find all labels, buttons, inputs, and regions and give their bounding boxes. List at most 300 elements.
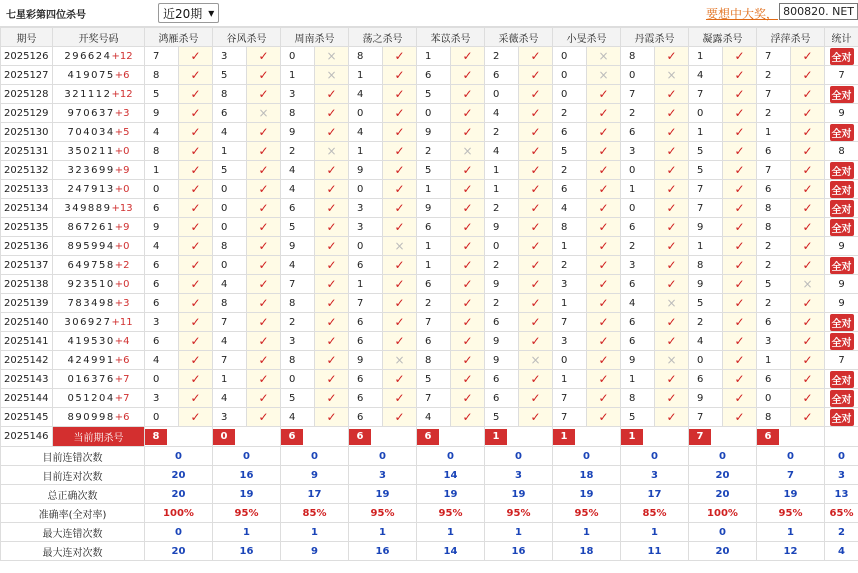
check-icon: ✓	[530, 410, 541, 424]
check-icon: ✓	[530, 163, 541, 177]
draw-digits: 424991	[67, 354, 115, 366]
result-cell	[247, 66, 281, 85]
check-icon: ✓	[462, 239, 473, 253]
summary-value: 3	[485, 466, 553, 485]
result-cell	[723, 256, 757, 275]
result-cell	[451, 123, 485, 142]
kill-number: 5	[417, 85, 451, 104]
result-cell	[519, 313, 553, 332]
draw-digits: 783498	[67, 297, 115, 309]
summary-value: 85%	[281, 504, 349, 523]
kill-number: 1	[757, 351, 791, 370]
row-stat-cell	[825, 237, 858, 256]
issue-cell: 2025136	[1, 237, 53, 256]
check-icon: ✓	[326, 372, 337, 386]
draw-digits: 321112	[64, 88, 112, 100]
result-cell	[655, 161, 689, 180]
kill-number: 5	[689, 161, 723, 180]
result-cell	[247, 370, 281, 389]
check-icon: ✓	[530, 49, 541, 63]
promo-link[interactable]: 要想中大奖，	[705, 7, 778, 21]
result-cell	[519, 218, 553, 237]
summary-label: 最大连错次数	[1, 523, 145, 542]
current-kill-number: 6	[349, 429, 371, 445]
kill-number: 2	[757, 104, 791, 123]
table-row	[1, 180, 858, 199]
check-icon: ✓	[326, 296, 337, 310]
result-cell	[451, 104, 485, 123]
summary-value: 0	[213, 447, 281, 466]
draw-cell	[53, 218, 145, 237]
check-icon: ✓	[734, 201, 745, 215]
kill-number: 6	[621, 313, 655, 332]
check-icon: ✓	[258, 296, 269, 310]
current-stat-cell	[825, 427, 858, 447]
check-icon: ✓	[734, 220, 745, 234]
check-icon: ✓	[530, 258, 541, 272]
all-correct-badge: 全对	[830, 219, 854, 236]
kill-number: 6	[145, 199, 179, 218]
result-cell	[179, 389, 213, 408]
check-icon: ✓	[530, 220, 541, 234]
kill-number: 3	[281, 85, 315, 104]
kill-number: 6	[417, 275, 451, 294]
kill-number: 6	[485, 389, 519, 408]
kill-number: 0	[213, 218, 247, 237]
result-cell	[655, 351, 689, 370]
draw-sum-plus: +	[114, 411, 124, 423]
kill-number: 9	[485, 332, 519, 351]
kill-number: 9	[485, 275, 519, 294]
draw-digits: 016376	[67, 373, 115, 385]
summary-value: 20	[145, 466, 213, 485]
all-correct-badge: 全对	[830, 371, 854, 388]
draw-sum-plus: +	[114, 392, 124, 404]
check-icon: ✓	[598, 315, 609, 329]
col-expert-7[interactable]: 小旻杀号	[553, 28, 621, 47]
summary-value: 16	[485, 542, 553, 561]
kill-number: 1	[213, 370, 247, 389]
check-icon: ✓	[326, 334, 337, 348]
draw-digits: 247913	[67, 183, 115, 195]
kill-number: 5	[213, 66, 247, 85]
cross-icon: ×	[530, 353, 541, 367]
summary-value: 0	[145, 447, 213, 466]
result-cell	[247, 294, 281, 313]
all-correct-badge: 全对	[830, 200, 854, 217]
kill-number: 0	[281, 370, 315, 389]
result-cell	[791, 104, 825, 123]
check-icon: ✓	[394, 144, 405, 158]
kill-number: 4	[689, 66, 723, 85]
result-cell	[383, 237, 417, 256]
result-cell	[315, 237, 349, 256]
result-cell	[587, 85, 621, 104]
range-select[interactable]	[158, 3, 219, 23]
result-cell	[315, 104, 349, 123]
draw-sum-plus: +	[114, 126, 124, 138]
kill-number: 1	[281, 66, 315, 85]
summary-value: 95%	[553, 504, 621, 523]
result-cell	[179, 218, 213, 237]
draw-sum: 7	[123, 392, 130, 404]
check-icon: ✓	[598, 277, 609, 291]
result-cell	[383, 256, 417, 275]
result-cell	[655, 218, 689, 237]
check-icon: ✓	[190, 353, 201, 367]
kill-number: 0	[553, 351, 587, 370]
result-cell	[587, 104, 621, 123]
table-header-row	[1, 28, 858, 47]
result-cell	[519, 294, 553, 313]
check-icon: ✓	[734, 87, 745, 101]
summary-value: 7	[757, 466, 825, 485]
draw-digits: 323699	[67, 164, 115, 176]
check-icon: ✓	[666, 391, 677, 405]
kill-number: 1	[417, 256, 451, 275]
draw-cell	[53, 351, 145, 370]
check-icon: ✓	[326, 410, 337, 424]
result-cell	[383, 275, 417, 294]
current-issue-row	[1, 427, 858, 447]
col-expert-4[interactable]: 荡之杀号	[349, 28, 417, 47]
kill-number: 6	[281, 199, 315, 218]
kill-number: 9	[689, 218, 723, 237]
kill-number: 6	[485, 66, 519, 85]
check-icon: ✓	[462, 68, 473, 82]
summary-value: 12	[757, 542, 825, 561]
check-icon: ✓	[190, 372, 201, 386]
result-cell	[519, 199, 553, 218]
result-cell	[451, 275, 485, 294]
check-icon: ✓	[258, 410, 269, 424]
draw-sum-plus: +	[114, 354, 124, 366]
kill-number: 6	[417, 66, 451, 85]
current-kill-number: 1	[621, 429, 643, 445]
issue-cell: 2025143	[1, 370, 53, 389]
kill-number: 5	[485, 408, 519, 427]
result-cell	[519, 47, 553, 66]
check-icon: ✓	[734, 125, 745, 139]
row-stat-cell	[825, 294, 858, 313]
current-kill-number: 6	[417, 429, 439, 445]
result-cell	[247, 389, 281, 408]
check-icon: ✓	[462, 277, 473, 291]
summary-label: 准确率(全对率)	[1, 504, 145, 523]
draw-digits: 704034	[67, 126, 115, 138]
kill-number: 3	[349, 199, 383, 218]
cross-icon: ×	[394, 239, 405, 253]
check-icon: ✓	[326, 315, 337, 329]
draw-cell	[53, 85, 145, 104]
table-row	[1, 256, 858, 275]
row-stat-cell	[825, 313, 858, 332]
kill-number: 9	[145, 218, 179, 237]
check-icon: ✓	[394, 220, 405, 234]
current-kill-cell	[417, 427, 485, 447]
kill-number: 0	[621, 199, 655, 218]
check-icon: ✓	[258, 87, 269, 101]
row-stat-count: 7	[838, 354, 845, 366]
table-row	[1, 313, 858, 332]
draw-cell	[53, 199, 145, 218]
summary-value: 17	[281, 485, 349, 504]
check-icon: ✓	[802, 239, 813, 253]
result-cell	[723, 313, 757, 332]
result-cell	[315, 351, 349, 370]
check-icon: ✓	[462, 87, 473, 101]
issue-cell: 2025137	[1, 256, 53, 275]
result-cell	[247, 104, 281, 123]
result-cell	[451, 294, 485, 313]
check-icon: ✓	[802, 106, 813, 120]
kill-number: 2	[621, 104, 655, 123]
kill-number: 0	[621, 66, 655, 85]
summary-label: 最大连对次数	[1, 542, 145, 561]
check-icon: ✓	[802, 334, 813, 348]
current-kill-number: 6	[281, 429, 303, 445]
kill-number: 1	[349, 142, 383, 161]
check-icon: ✓	[734, 49, 745, 63]
summary-value: 1	[757, 523, 825, 542]
kill-number: 4	[213, 123, 247, 142]
current-kill-cell	[485, 427, 553, 447]
result-cell	[655, 47, 689, 66]
kill-number: 3	[757, 332, 791, 351]
check-icon: ✓	[530, 391, 541, 405]
table-row	[1, 294, 858, 313]
kill-number: 6	[349, 389, 383, 408]
result-cell	[179, 123, 213, 142]
kill-number: 5	[417, 161, 451, 180]
col-expert-1[interactable]: 鸿雁杀号	[145, 28, 213, 47]
kill-number: 1	[621, 370, 655, 389]
draw-digits: 649758	[67, 259, 115, 271]
draw-sum-plus: +	[114, 145, 124, 157]
col-expert-9[interactable]: 凝露杀号	[689, 28, 757, 47]
draw-cell	[53, 256, 145, 275]
result-cell	[587, 199, 621, 218]
result-cell	[451, 218, 485, 237]
check-icon: ✓	[258, 182, 269, 196]
check-icon: ✓	[666, 334, 677, 348]
table-row	[1, 237, 858, 256]
table-row	[1, 199, 858, 218]
kill-number: 9	[349, 161, 383, 180]
current-kill-number: 6	[757, 429, 779, 445]
row-stat-cell	[825, 47, 858, 66]
kill-number: 2	[485, 123, 519, 142]
check-icon: ✓	[802, 391, 813, 405]
result-cell	[655, 294, 689, 313]
kill-number: 7	[757, 161, 791, 180]
check-icon: ✓	[598, 182, 609, 196]
kill-number: 0	[689, 351, 723, 370]
kill-number: 5	[621, 408, 655, 427]
result-cell	[723, 66, 757, 85]
table-row	[1, 218, 858, 237]
col-expert-6[interactable]: 采薇杀号	[485, 28, 553, 47]
current-kill-number: 1	[485, 429, 507, 445]
result-cell	[587, 218, 621, 237]
table-row	[1, 370, 858, 389]
row-stat-count: 9	[838, 297, 845, 309]
check-icon: ✓	[734, 353, 745, 367]
result-cell	[587, 294, 621, 313]
issue-cell: 2025141	[1, 332, 53, 351]
col-expert-2[interactable]: 谷风杀号	[213, 28, 281, 47]
draw-digits: 349889	[64, 202, 112, 214]
all-correct-badge: 全对	[830, 86, 854, 103]
col-expert-10[interactable]: 浮萍杀号	[757, 28, 825, 47]
check-icon: ✓	[394, 87, 405, 101]
check-icon: ✓	[326, 391, 337, 405]
result-cell	[247, 313, 281, 332]
range-select-value: 近20期	[163, 6, 203, 21]
result-cell	[179, 408, 213, 427]
result-cell	[519, 85, 553, 104]
summary-value: 1	[553, 523, 621, 542]
check-icon: ✓	[802, 87, 813, 101]
draw-sum: 6	[123, 69, 130, 81]
kill-number: 7	[689, 85, 723, 104]
col-expert-5[interactable]: 苯苡杀号	[417, 28, 485, 47]
result-cell	[315, 199, 349, 218]
result-cell	[315, 47, 349, 66]
kill-number: 3	[213, 408, 247, 427]
result-cell	[791, 142, 825, 161]
summary-value: 9	[281, 542, 349, 561]
current-kill-cell	[689, 427, 757, 447]
check-icon: ✓	[326, 163, 337, 177]
check-icon: ✓	[326, 239, 337, 253]
row-stat-cell	[825, 180, 858, 199]
check-icon: ✓	[598, 391, 609, 405]
issue-cell: 2025144	[1, 389, 53, 408]
check-icon: ✓	[462, 220, 473, 234]
kill-number: 6	[213, 104, 247, 123]
result-cell	[587, 237, 621, 256]
summary-value: 95%	[757, 504, 825, 523]
check-icon: ✓	[258, 144, 269, 158]
check-icon: ✓	[530, 277, 541, 291]
check-icon: ✓	[462, 391, 473, 405]
cross-icon: ×	[326, 49, 337, 63]
cross-icon: ×	[326, 144, 337, 158]
result-cell	[655, 256, 689, 275]
kill-number: 7	[213, 351, 247, 370]
result-cell	[179, 142, 213, 161]
check-icon: ✓	[530, 106, 541, 120]
current-kill-number: 1	[553, 429, 575, 445]
result-cell	[315, 66, 349, 85]
check-icon: ✓	[598, 334, 609, 348]
result-cell	[247, 180, 281, 199]
summary-value: 85%	[621, 504, 689, 523]
col-expert-8[interactable]: 丹霞杀号	[621, 28, 689, 47]
result-cell	[791, 161, 825, 180]
result-cell	[315, 123, 349, 142]
check-icon: ✓	[530, 372, 541, 386]
check-icon: ✓	[598, 87, 609, 101]
row-stat-cell	[825, 218, 858, 237]
check-icon: ✓	[530, 201, 541, 215]
check-icon: ✓	[190, 163, 201, 177]
check-icon: ✓	[462, 334, 473, 348]
row-stat-cell	[825, 161, 858, 180]
summary-value: 95%	[213, 504, 281, 523]
kill-number: 8	[417, 351, 451, 370]
result-cell	[451, 180, 485, 199]
summary-value: 0	[553, 447, 621, 466]
col-stats: 统计	[825, 28, 858, 47]
kill-number: 7	[349, 294, 383, 313]
summary-value: 18	[553, 542, 621, 561]
summary-stat: 3	[825, 466, 858, 485]
col-expert-3[interactable]: 周南杀号	[281, 28, 349, 47]
check-icon: ✓	[190, 201, 201, 215]
issue-cell: 2025138	[1, 275, 53, 294]
summary-value: 9	[281, 466, 349, 485]
summary-value: 19	[417, 485, 485, 504]
result-cell	[315, 85, 349, 104]
check-icon: ✓	[802, 220, 813, 234]
result-cell	[383, 161, 417, 180]
check-icon: ✓	[734, 315, 745, 329]
cross-icon: ×	[258, 106, 269, 120]
kill-number: 7	[553, 313, 587, 332]
kill-number: 1	[349, 66, 383, 85]
top-bar	[0, 0, 858, 27]
result-cell	[383, 66, 417, 85]
row-stat-count: 9	[838, 278, 845, 290]
check-icon: ✓	[258, 258, 269, 272]
kill-number: 1	[553, 237, 587, 256]
kill-number: 5	[689, 142, 723, 161]
result-cell	[383, 332, 417, 351]
kill-number: 2	[553, 104, 587, 123]
draw-cell	[53, 104, 145, 123]
row-stat-count: 7	[838, 69, 845, 81]
kill-number: 6	[349, 332, 383, 351]
draw-digits: 895994	[67, 240, 115, 252]
current-label: 当前期杀号	[53, 427, 145, 447]
check-icon: ✓	[394, 258, 405, 272]
result-cell	[519, 180, 553, 199]
issue-cell: 2025139	[1, 294, 53, 313]
all-correct-badge: 全对	[830, 390, 854, 407]
result-cell	[519, 275, 553, 294]
kill-number: 6	[757, 370, 791, 389]
check-icon: ✓	[666, 87, 677, 101]
check-icon: ✓	[394, 201, 405, 215]
draw-sum: 3	[123, 107, 130, 119]
kill-number: 2	[757, 256, 791, 275]
check-icon: ✓	[462, 182, 473, 196]
table-row	[1, 123, 858, 142]
check-icon: ✓	[258, 49, 269, 63]
issue-cell: 2025126	[1, 47, 53, 66]
result-cell	[723, 199, 757, 218]
draw-sum-plus: +	[114, 164, 124, 176]
result-cell	[519, 66, 553, 85]
table-row	[1, 104, 858, 123]
summary-value: 100%	[689, 504, 757, 523]
check-icon: ✓	[530, 296, 541, 310]
table-row	[1, 389, 858, 408]
result-cell	[519, 142, 553, 161]
kill-number: 4	[213, 332, 247, 351]
